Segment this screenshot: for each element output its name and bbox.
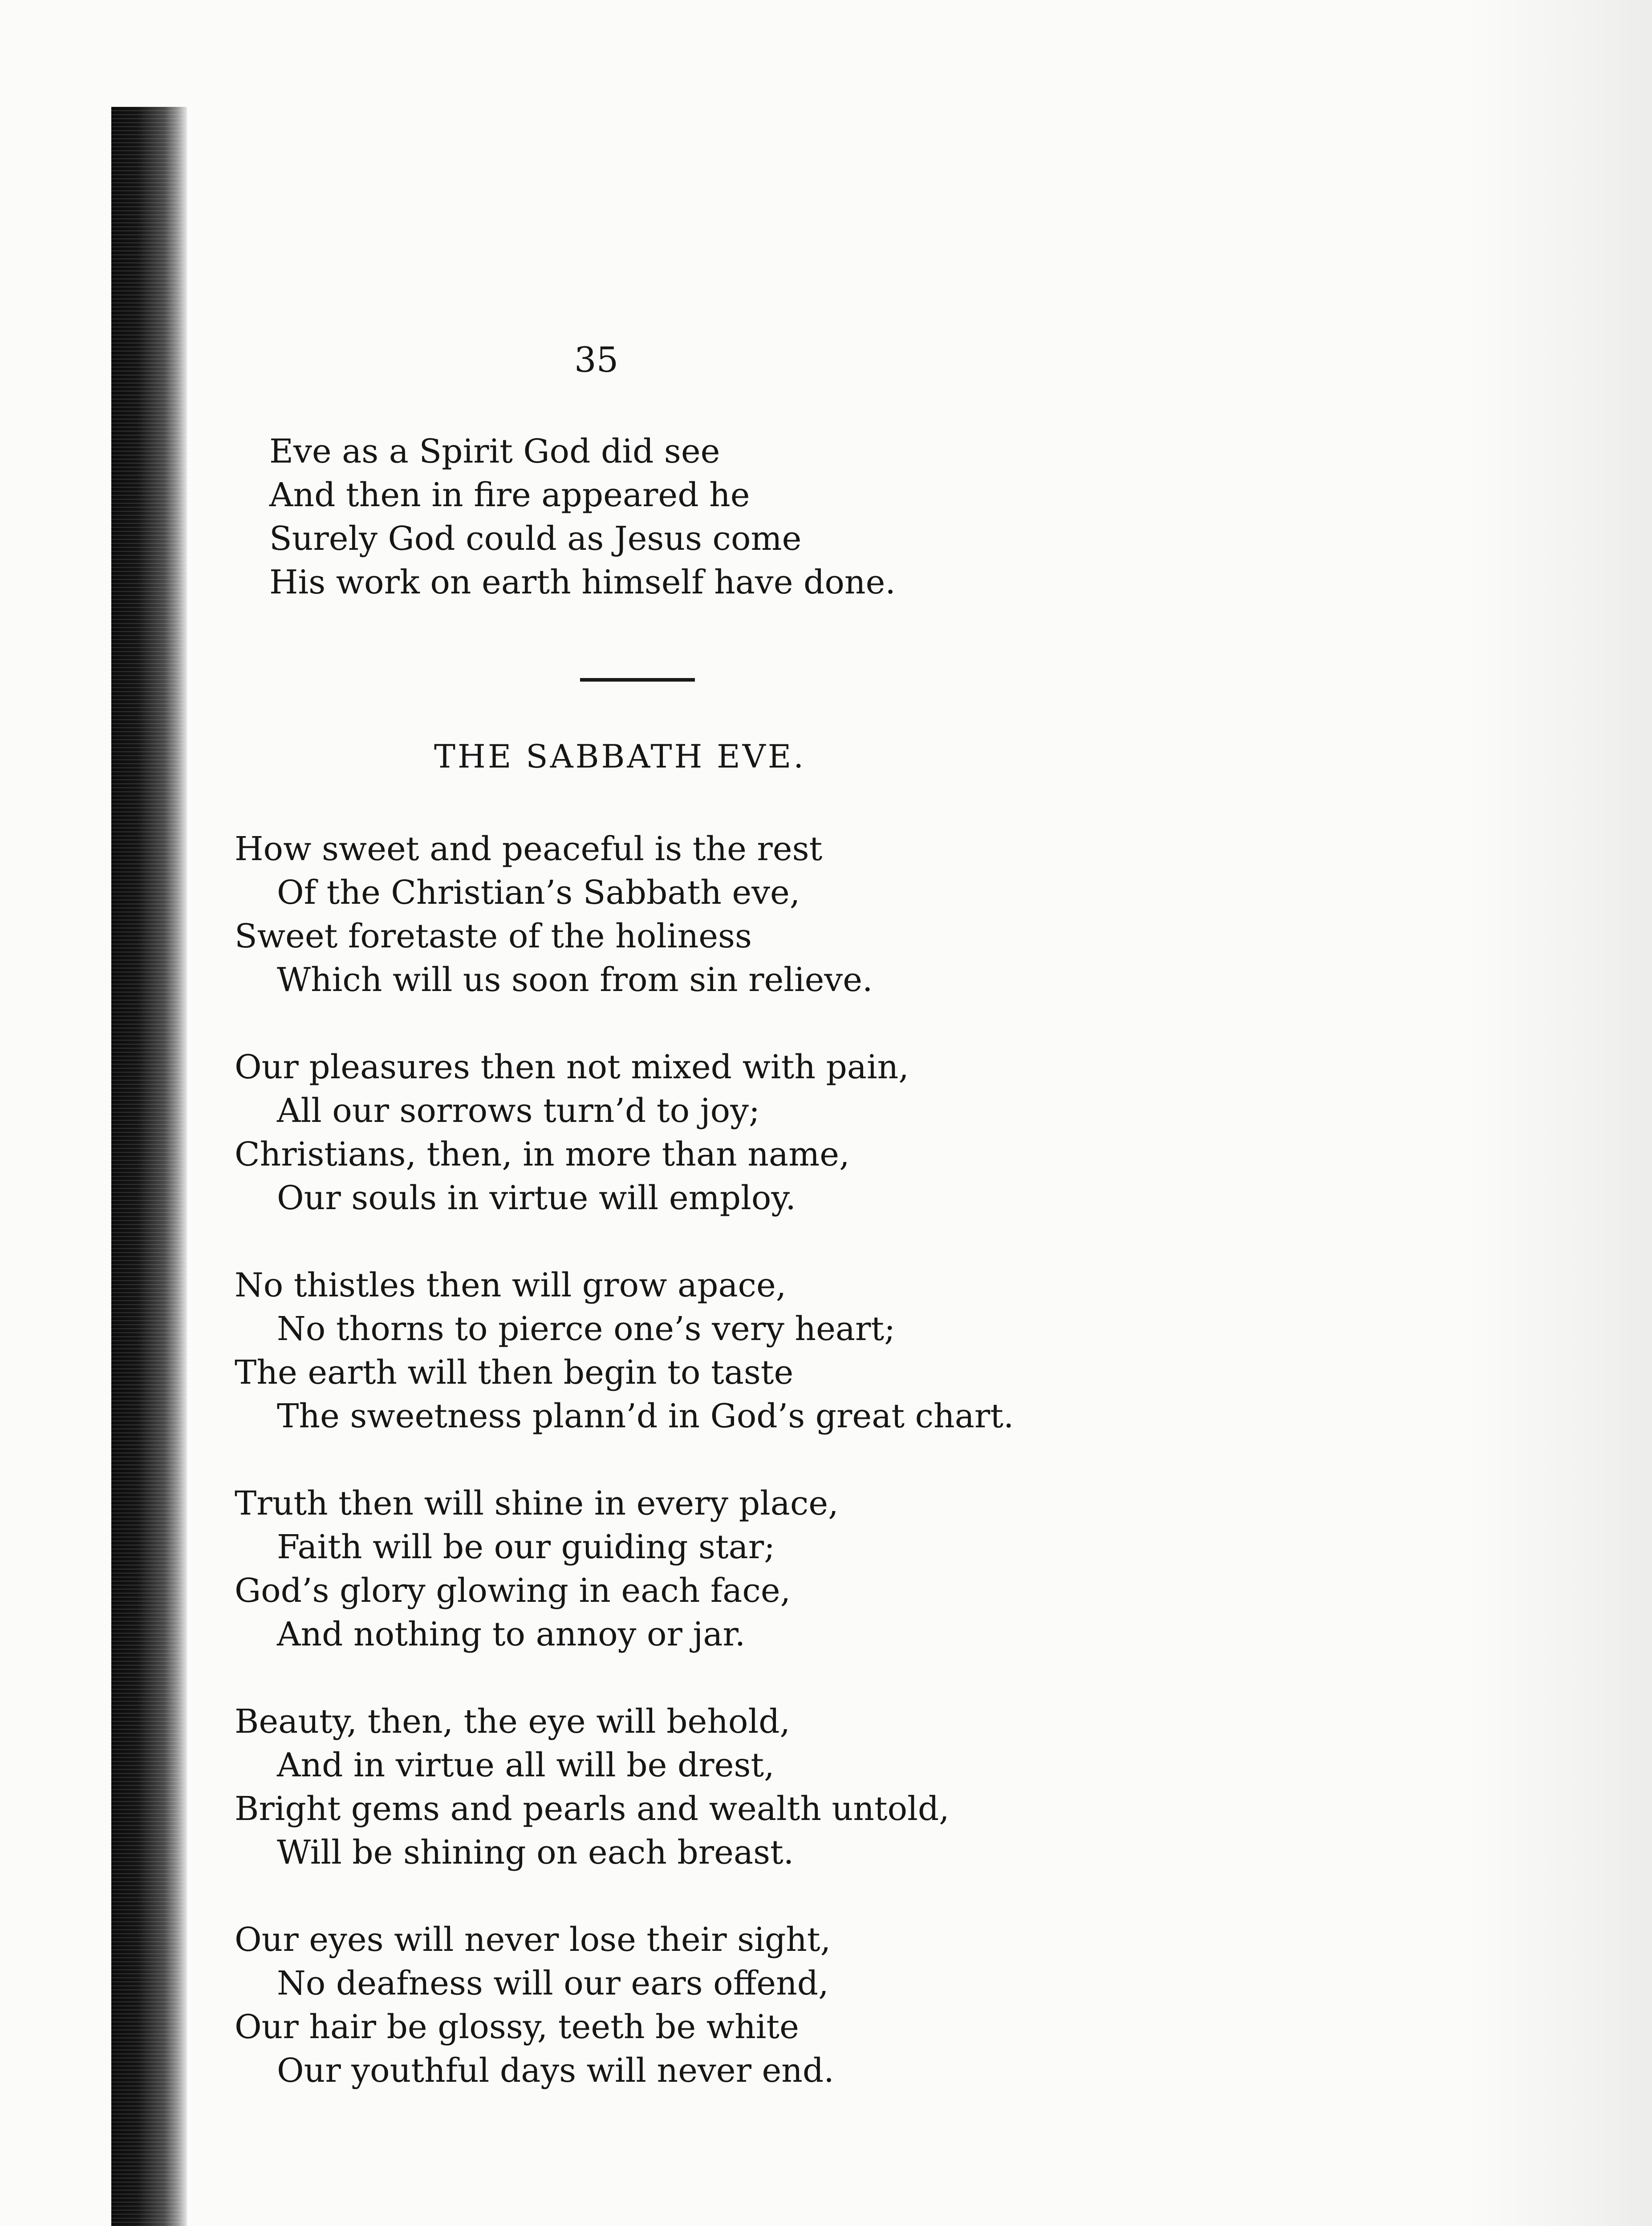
book-spine-shadow xyxy=(111,107,187,2226)
verse-line: And nothing to annoy or jar. xyxy=(277,1615,746,1653)
verse-line: Which will us soon from sin relieve. xyxy=(277,961,873,999)
stanza xyxy=(235,1482,1014,1656)
verse-line: Our youthful days will never end. xyxy=(277,2051,834,2090)
page-number: 35 xyxy=(574,340,619,380)
verse-line: Eve as a Spirit God did see xyxy=(269,432,720,471)
verse-line: And in virtue all will be drest, xyxy=(277,1746,775,1784)
stanza xyxy=(235,1918,1014,2092)
verse-line: Our pleasures then not mixed with pain, xyxy=(235,1048,909,1086)
opening-stanza xyxy=(269,430,896,604)
stanza xyxy=(235,1700,1014,1874)
section-divider xyxy=(580,678,695,682)
verse-line: God’s glory glowing in each face, xyxy=(235,1572,791,1610)
verse-line: Bright gems and pearls and wealth untold, xyxy=(235,1790,950,1828)
verse-line: Sweet foretaste of the holiness xyxy=(235,917,752,955)
verse-line: Beauty, then, the eye will behold, xyxy=(235,1702,791,1741)
verse-line: No thorns to pierce one’s very heart; xyxy=(277,1310,896,1348)
stanza xyxy=(235,1263,1014,1438)
stanza xyxy=(235,1045,1014,1220)
verse-line: Of the Christian’s Sabbath eve, xyxy=(277,873,800,912)
verse-line: Our souls in virtue will employ. xyxy=(277,1179,796,1217)
verse-line: Truth then will shine in every place, xyxy=(235,1484,839,1523)
verse-line: No thistles then will grow apace, xyxy=(235,1266,787,1304)
verse-line: How sweet and peaceful is the rest xyxy=(235,830,823,868)
verse-line: And then in fire appeared he xyxy=(269,476,750,514)
page-edge-noise xyxy=(1465,0,1652,2226)
verse-line: Will be shining on each breast. xyxy=(277,1833,794,1872)
verse-line: Our eyes will never lose their sight, xyxy=(235,1921,831,1959)
verse-line: No deafness will our ears offend, xyxy=(277,1964,829,2003)
verse-line: All our sorrows turn’d to joy; xyxy=(277,1092,760,1130)
verse-line: His work on earth himself have done. xyxy=(269,563,896,601)
verse-line: Surely God could as Jesus come xyxy=(269,520,802,558)
poem-body xyxy=(235,827,1014,2092)
stanza xyxy=(235,827,1014,1002)
verse-line: Faith will be our guiding star; xyxy=(277,1528,775,1566)
verse-line: Our hair be glossy, teeth be white xyxy=(235,2008,799,2046)
verse-line: Christians, then, in more than name, xyxy=(235,1135,850,1174)
verse-line: The sweetness plann’d in God’s great chart. xyxy=(277,1397,1014,1435)
poem-title: THE SABBATH EVE. xyxy=(434,738,806,775)
verse-line: The earth will then begin to taste xyxy=(235,1353,794,1392)
